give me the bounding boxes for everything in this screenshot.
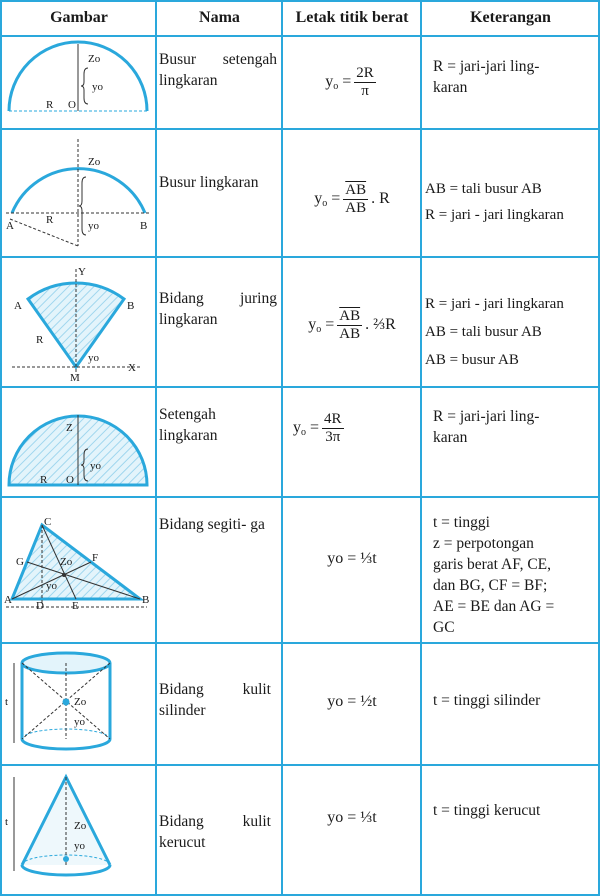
label-o: O [66, 474, 74, 486]
row3-post: . ⅔R [365, 316, 396, 333]
header-gambar: Gambar [50, 9, 108, 26]
label-y-axis: Y [78, 266, 86, 278]
row4-ket-line2: karan [433, 429, 468, 446]
figure-arc [2, 131, 154, 256]
row5-ket-line6: GC [433, 619, 455, 636]
label-yo: yo [46, 580, 57, 592]
row5-ket-line2: z = perpotongan [433, 535, 534, 552]
label-b: B [140, 220, 148, 232]
label-yo: yo [90, 460, 101, 472]
label-a: A [6, 220, 14, 232]
row7-ket-line1: t = tinggi kerucut [433, 802, 541, 819]
label-yo: yo [92, 81, 103, 93]
row2-ket-line1: AB = tali busur AB [425, 181, 542, 197]
row7-formula: yo = ⅓t [327, 809, 377, 826]
row5-nama: Bidang segiti- ga [159, 516, 265, 533]
row2-num: $\overline{AB}$ [345, 181, 367, 198]
label-t: t [5, 816, 9, 828]
row1-formula: $y_o$ = $\frac{2R}{\pi}$ [325, 64, 374, 99]
row3-ket-line3: AB = busur AB [425, 352, 519, 368]
header-nama: Nama [199, 9, 240, 26]
row7-nama: Bidang kulit kerucut [159, 813, 271, 851]
row4-formula: $y_o$ = $\frac{4R}{3\pi}$ [293, 410, 342, 445]
label-t: t [5, 696, 9, 708]
row1-den: π [361, 82, 369, 99]
label-z: Z [66, 422, 73, 434]
figure-triangle [2, 499, 154, 642]
row1-ket-line2: karan [433, 79, 468, 96]
row5-ket-line3: garis berat AF, CE, [433, 556, 552, 573]
label-a: A [4, 594, 12, 606]
label-e: E [72, 600, 79, 612]
figure-cylinder [2, 645, 154, 764]
row4-den: 3π [325, 428, 341, 445]
row2-nama: Busur lingkaran [159, 174, 259, 191]
row5-ket-line5: AE = BE dan AG = [433, 598, 555, 615]
label-r: R [40, 474, 48, 486]
row1-ket-line1: R = jari-jari ling- [433, 58, 540, 75]
row3-formula: $y_o$ = $\frac{\overline{AB}}{AB}$ . ⅔R [308, 307, 396, 342]
row4-ket-line1: R = jari-jari ling- [433, 408, 540, 425]
row1-keterangan [433, 56, 600, 98]
header-keterangan: Keterangan [470, 9, 551, 26]
figure-half-disk [2, 389, 154, 496]
row2-formula: $y_o$ = $\frac{\overline{AB}}{AB}$ . R [314, 181, 390, 216]
row3-nama: Bidang juring lingkaran [159, 290, 277, 328]
figure-sector [2, 259, 154, 386]
figure-semicircle-arc [2, 38, 154, 128]
label-m: M [70, 372, 80, 384]
label-b: B [127, 300, 135, 312]
row3-den: AB [339, 325, 361, 342]
row5-ket-line4: dan BG, CF = BF; [433, 577, 548, 594]
row7-keterangan [433, 800, 600, 821]
label-r: R [46, 99, 54, 111]
label-f: F [92, 552, 99, 564]
row6-ket-line1: t = tinggi silinder [433, 692, 541, 709]
label-a: A [14, 300, 22, 312]
row6-nama: Bidang kulit silinder [159, 681, 271, 719]
label-yo: yo [74, 840, 85, 852]
header-letak: Letak titik berat [295, 9, 409, 26]
figure-cone [2, 767, 154, 894]
row3-ket-line2: AB = tali busur AB [425, 324, 542, 340]
row1-num: 2R [356, 64, 374, 81]
row4-keterangan [433, 406, 600, 448]
label-r: R [36, 334, 44, 346]
label-zo: Zo [74, 820, 87, 832]
row3-keterangan [425, 290, 597, 374]
row3-ket-line1: R = jari - jari lingkaran [425, 296, 564, 312]
label-r: R [46, 214, 54, 226]
label-zo: Zo [88, 53, 101, 65]
label-zo: Zo [88, 156, 101, 168]
label-d: D [36, 600, 44, 612]
label-c: C [44, 516, 52, 528]
row6-keterangan [433, 690, 600, 711]
row5-keterangan [433, 512, 595, 638]
row5-formula: yo = ⅓t [327, 550, 377, 567]
label-o: O [68, 99, 76, 111]
row2-post: . R [371, 190, 390, 207]
label-yo: yo [88, 220, 99, 232]
label-zo: Zo [60, 556, 73, 568]
label-yo: yo [74, 716, 85, 728]
label-g: G [16, 556, 24, 568]
label-b: B [142, 594, 150, 606]
row5-ket-line1: t = tinggi [433, 514, 490, 531]
row2-ket-line2: R = jari - jari lingkaran [425, 207, 564, 223]
label-zo: Zo [74, 696, 87, 708]
row4-nama [159, 404, 277, 446]
label-x-axis: X [128, 362, 136, 374]
row6-formula: yo = ½t [327, 693, 377, 710]
row4-num: 4R [324, 410, 342, 427]
row3-num: $\overline{AB}$ [339, 307, 361, 324]
row1-nama: Busur setengah lingkaran [159, 51, 277, 89]
label-yo: yo [88, 352, 99, 364]
row2-keterangan [425, 176, 597, 228]
row2-den: AB [345, 199, 367, 216]
row4-nama-text: Setengah lingkaran [159, 406, 218, 444]
